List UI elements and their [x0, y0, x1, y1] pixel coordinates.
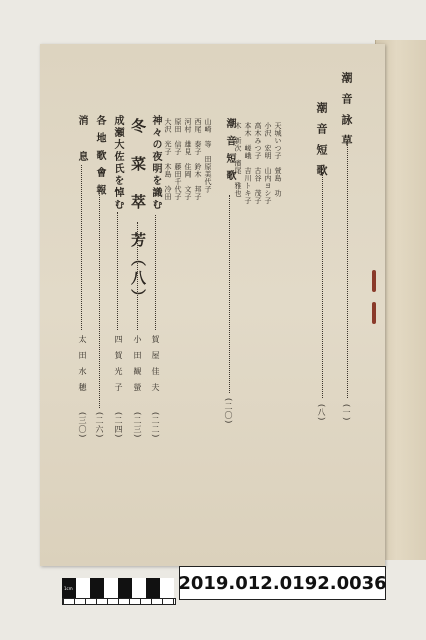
leader-dots [99, 190, 100, 408]
toc-title-chouon-eisou: 潮 音 詠 草 [340, 72, 353, 149]
binding-staple-bottom [372, 302, 376, 324]
toc-page: (二二) [151, 412, 160, 439]
toc-title-shousoku: 消 息 [76, 115, 87, 163]
names-column: 天城いつ子 萱島 功 [274, 122, 282, 197]
ruler-label-right: 5cm [162, 586, 171, 591]
toc-page: (三〇) [78, 412, 87, 439]
leader-dots [322, 172, 323, 398]
toc-page: (二〇) [224, 398, 233, 425]
names-column: 木 新次 濱尾 雅也 [234, 122, 242, 197]
binding-staple-top [372, 270, 376, 292]
leader-dots [347, 140, 348, 398]
toc-title-tousai: 冬 菜 萃 芳（八） [129, 118, 147, 308]
names-column: 本木 嵯峨 吉川トキ子 [244, 122, 252, 205]
leader-dots [229, 195, 230, 393]
leader-dots [117, 212, 118, 330]
color-calibration-bar [62, 578, 174, 598]
leader-dots [155, 215, 156, 330]
toc-page: (二三) [133, 412, 142, 439]
leader-dots [81, 165, 82, 330]
calibration-patch [118, 578, 132, 598]
names-column: 高木みつ子 古谷 茂子 [254, 122, 262, 205]
names-column: 小沢 宏明 山内ヨシ子 [264, 122, 272, 205]
names-column: 西尾 泰子 鈴木 邦子 [194, 118, 202, 201]
toc-page: (一) [342, 404, 351, 422]
scale-ruler [62, 598, 176, 605]
toc-title-chouon-tanka: 潮 音 短 歌 [315, 102, 328, 179]
catalog-number-label: 2019.012.0192.0036 [179, 566, 386, 600]
names-column: 河村 雄見 住岡 文子 [184, 118, 192, 201]
calibration-patch [146, 578, 160, 598]
toc-author: 四 賀 光 子 [114, 335, 123, 391]
toc-title-chouon-tanka-2: 潮 音 短 歌 [224, 118, 235, 183]
names-column: 山崎 等 田原美代子 [204, 118, 212, 193]
contents-page [40, 44, 385, 566]
toc-author: 賀 屋 佳 夫 [151, 335, 160, 391]
toc-author: 太 田 水 穂 [78, 335, 87, 391]
toc-author: 小 田 観 螢 [133, 335, 142, 391]
calibration-patch [104, 578, 118, 598]
toc-page: (二四) [114, 412, 123, 439]
ruler-label-left: 1cm [64, 586, 73, 591]
toc-page: (八) [317, 404, 326, 422]
toc-title-kakuchi: 各 地 歌 會 報 [94, 115, 105, 197]
leader-dots [137, 222, 138, 330]
toc-title-naruse: 成瀬大佐氏を悼む [112, 115, 123, 211]
calibration-patch [76, 578, 90, 598]
toc-title-kamigami: 神々の夜明を識む [150, 115, 161, 211]
calibration-patch [132, 578, 146, 598]
calibration-patch [90, 578, 104, 598]
names-column: 大沢 光子 木島 冷田 [164, 118, 172, 201]
toc-page: (二六) [95, 412, 104, 439]
names-column: 原田 信子 藤田千代子 [174, 118, 182, 201]
